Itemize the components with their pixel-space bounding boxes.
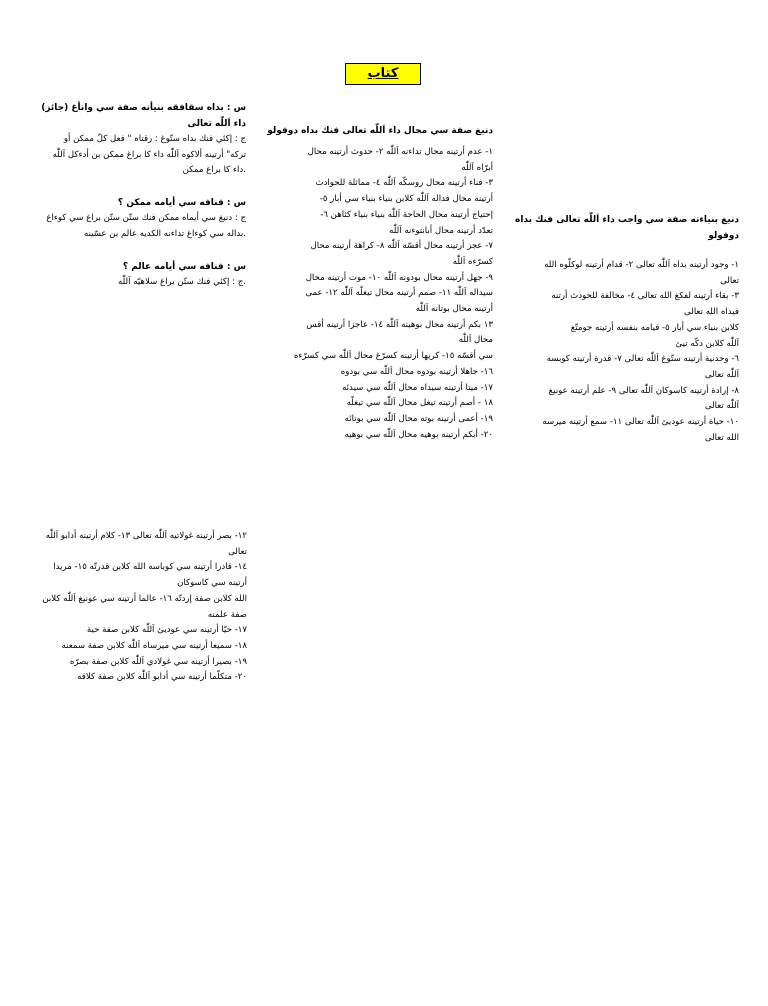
list-line: ١- وجود أرتينه بداه اَللّٰه تعالى ٢- قدام أرتينه لوكلّوه الله	[544, 260, 739, 270]
question-text: س : بداه سقافقه بنيأنه صفة سي وانأغ (جائز) داء اَللّٰه تعالى	[41, 103, 246, 129]
list-line: ٦- وحدنية أرتينه ستّوغ اَللّٰه تعالى ٧- قدرة أرتينه كوبسه	[546, 354, 739, 365]
question-text: س : فنافه سي أيامه ممكن ؟	[117, 198, 246, 209]
list-line: سي أقسّه ١٥- كريها أرتينه كسرّغ محال اَللّٰه سي كسرّءه	[293, 351, 493, 362]
list-line: ١- عدم أرتينه محال تداءنه اَللّٰه ٢- حدوث أرتينه محال	[307, 147, 493, 157]
list-line: اَللّٰه تعالى	[704, 401, 739, 412]
list-line: ٣- بقاء أرتينه لفكغ الله تعالى ٤- مخالفة للحودث أرتنه	[551, 291, 739, 302]
list-line: أبرّاه اَللّٰه	[461, 162, 493, 173]
list-line: ١٣ بكم أرتينه محال بوهينه اَللّٰه ١٤- عاجزا أرتينه أقس	[306, 319, 493, 330]
list-line: اَللّٰه تعالى	[704, 369, 739, 380]
obligatory-attributes-column	[508, 212, 739, 446]
list-line: إحتياج أرتينه محال الحاجة اَللّٰه بنياء بنياء كثاهن ٦-	[320, 209, 493, 220]
answer-line: ج : إكئي فنك بداه ستّوغ : رقتاه " فعل كلّ ممكن أو	[63, 134, 246, 144]
list-line: صفة علمنه	[207, 609, 247, 620]
list-line: الله كلابن صفة إردتّه ١٦- عالما أرتينه سي عونيغ اَللّٰه كلابن	[42, 593, 247, 604]
qa-item	[34, 259, 246, 291]
list-line: ١٤- قادرا أرتينه سي كوباسه الله كلابن قدرتّه ١٥- مريدا	[53, 562, 247, 573]
list-line: ١٢- بصر أرتينه غولاتيه اَللّٰه تعالى ١٣- كلام أرتينه أدابو اَللّٰه	[45, 531, 247, 541]
list-line: كسرّءه اَللّٰه	[452, 256, 493, 267]
list-line: ٨- إرادة أرتينه كاسوكان اَللّٰه تعالى ٩- علم أرتينه عونيغ	[548, 385, 739, 396]
section-heading: دنيغ بنياءنه صفة سي واجب داء اَللّٰه تعالى فنك بداه دوفولو	[515, 215, 739, 241]
answer-line: .داء كا براغ ممكن	[182, 165, 246, 176]
list-line: ١٩- بصيرا أرتينه سي غولادي اَللّٰه كلابن صفة بصرّه	[69, 656, 247, 667]
list-line: ٢٠- متكلّما أرتينه سي أدابو اَللّٰه كلابن صفة كلاقه	[77, 672, 247, 683]
list-line: فيداه الله تعالى	[684, 307, 739, 318]
list-line: ٧- عجز أرتينه محال أقسّه اَللّٰه ٨- كراهة أرتينه محال	[310, 241, 493, 252]
list-line: تعدّد أرتينه محال أبانتوءنه اَللّٰه	[389, 225, 493, 236]
attributes-continuation-column	[14, 529, 247, 686]
list-line: كلابن بنياء سي أبار ٥- قيامه بنفسه أرتينه جومتّغ	[570, 322, 739, 333]
section-heading: دنيغ صفة سي محال داء اَللّٰه تعالى فنك بداه دوفولو	[267, 126, 493, 136]
list-line: تعالى	[228, 546, 247, 557]
answer-line: .بداله سي كوءاغ تداءنه الكديه عالم بن عسّينه	[83, 228, 246, 239]
list-line: أرتينه محال فداله اَللّٰه كلابن بنياء بنياء سي أبار ٥-	[319, 194, 493, 205]
list-line: ١٧- ميتا أرتينه سيداه محال اَللّٰه سي سيدئه	[342, 382, 493, 393]
list-line: ٣- فناء أرتينه محال روسكّه اَللّٰه ٤- مماثلة للحوادث	[315, 178, 493, 189]
question-text: س : فنافه سي أيامه عالم ؟	[122, 261, 246, 272]
qa-item	[34, 195, 246, 242]
answer-line: ج : دنيغ سي أيماه ممكن فنك ستّن ستّن براغ سي كوءاغ	[46, 213, 246, 224]
list-line: ١٨- سميعا أرتينه سي ميرساه اَللّٰه كلابن صفة سمعنه	[61, 640, 247, 651]
list-line: ٢٠- أبكم أرتينه بوهيه محال اَللّٰه سي بوهيه	[344, 429, 493, 440]
list-line: ١٨ - أصم أرتينه تيغل محال اَللّٰه سي تيغلّه	[346, 398, 493, 409]
list-line: ١٧- حيّا أرتينه سي عوديئ اَللّٰه كلابن صفة حية	[86, 625, 247, 636]
answer-line: .ج : إكئي فنك ستّن براغ سلاهيّه اَللّٰه	[118, 276, 246, 287]
list-line: تعالى	[720, 275, 739, 286]
list-line: أرتينه محال بوتانه اَللّٰه	[415, 304, 493, 315]
list-line: اَللّٰه كلابن دكّه تيئ	[675, 338, 739, 349]
list-line: الله تعالى	[704, 432, 739, 443]
page-title: كتاب	[345, 63, 421, 85]
qa-column	[34, 100, 246, 290]
qa-item	[34, 100, 246, 179]
list-line: أرتينه سي كاسوكان	[177, 578, 247, 589]
list-line: ١٠- حياة أرتينه عوديئ اَللّٰه تعالى ١١- سمع أرتينه ميرسه	[542, 417, 739, 428]
impossible-attributes-column	[262, 123, 493, 443]
answer-line: تركه" أرتينه ألاكوه اَللّٰه داء كا براغ ممكن بن أدءكل اَللّٰه	[52, 149, 246, 160]
list-line: سيداله اَللّٰه ١١- صمم أرتينه محال تيغلّه اَللّٰه ١٢- عمى	[305, 288, 493, 299]
list-line: ١٩- أعمى أرتينه بوته محال اَللّٰه سي بوتائه	[344, 413, 493, 424]
list-line: ٩- جهل أرتينه محال بودونه اَللّٰه ١٠- موت أرتينه محال	[305, 272, 493, 283]
list-line: ١٦- جاهلا أرتينه بودوه محال اَللّٰه سي بودوه	[340, 366, 493, 377]
list-line: محال اَللّٰه	[458, 335, 493, 346]
